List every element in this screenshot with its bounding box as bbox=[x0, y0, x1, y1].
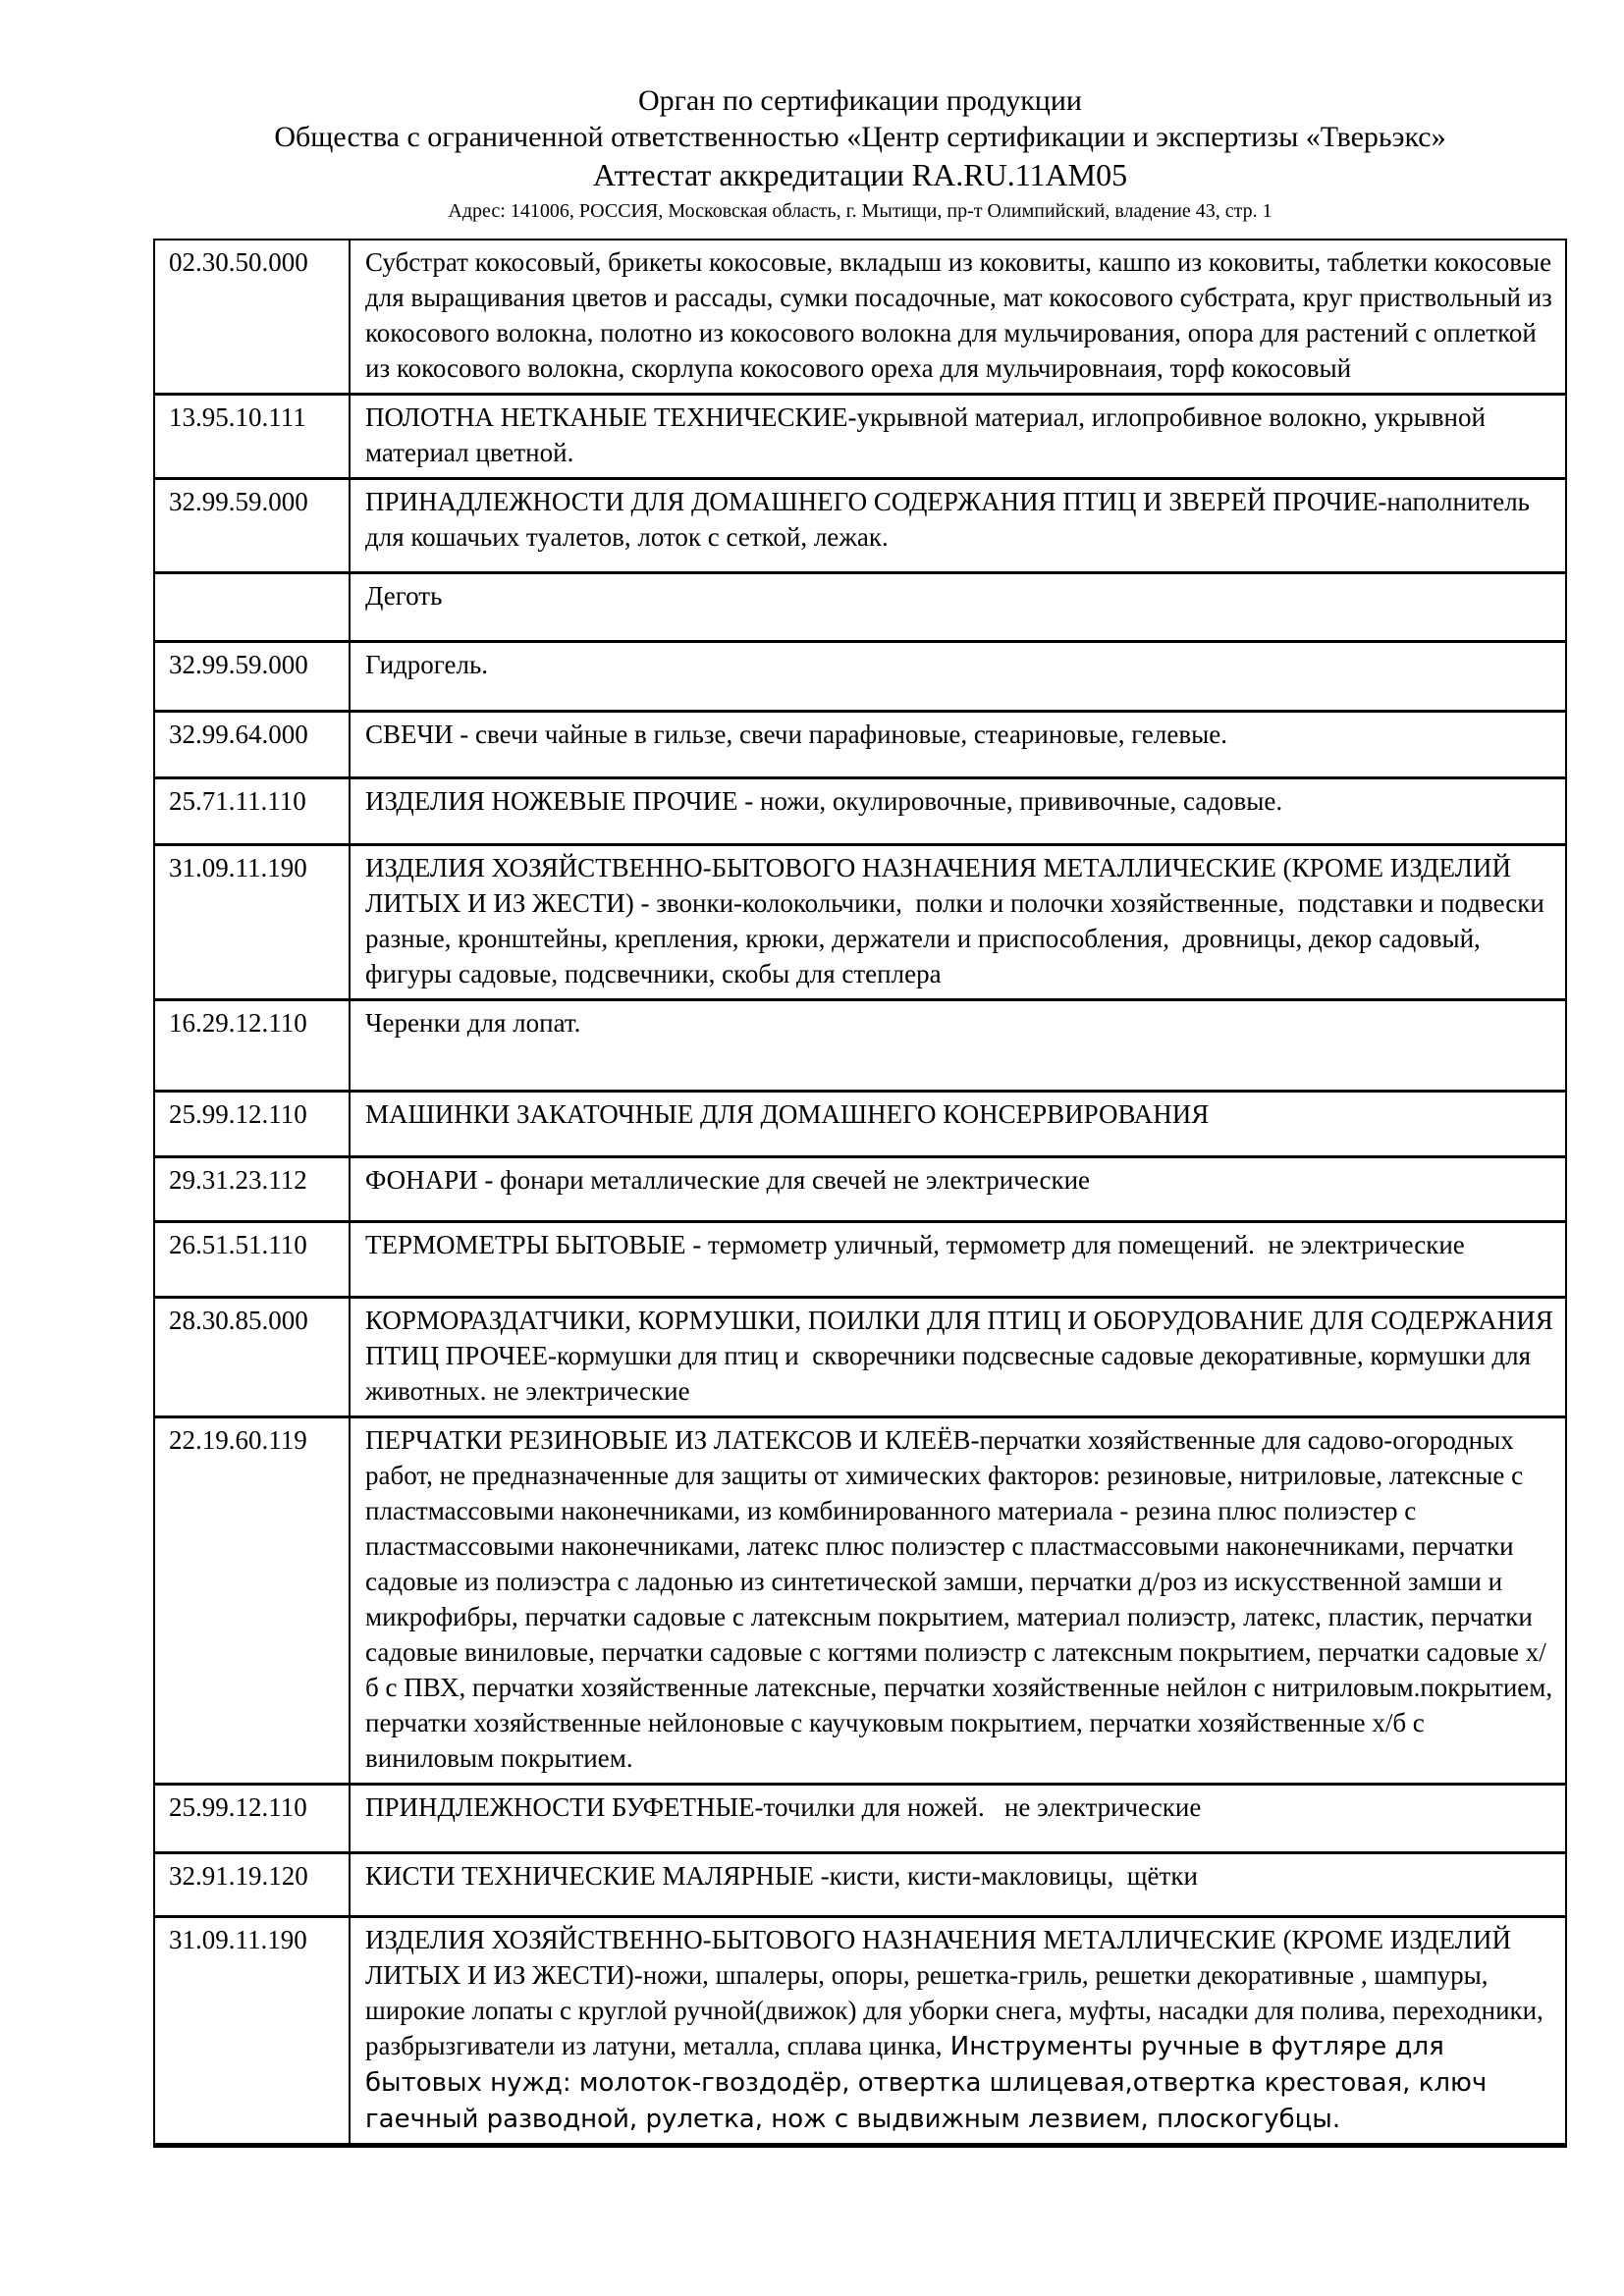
table-row bbox=[155, 1093, 1565, 1158]
code-cell bbox=[155, 1786, 351, 1851]
description-main-text: ПРИНДЛЕЖНОСТИ БУФЕТНЫЕ-точилки для ножей. не электрические bbox=[365, 1792, 1202, 1822]
table-row bbox=[155, 1854, 1565, 1918]
code-cell bbox=[155, 713, 351, 776]
code-cell-text: 13.95.10.111 bbox=[169, 402, 306, 432]
description-cell bbox=[351, 1158, 1565, 1220]
code-cell-text: 31.09.11.190 bbox=[169, 853, 307, 882]
description-main-text: ПЕРЧАТКИ РЕЗИНОВЫЕ ИЗ ЛАТЕКСОВ И КЛЕЁВ-перчатки хозяйственные для садово-огородных работ, не предназначенные для защиты от химических факторов: резиновые, нитриловые, латексные с пластмассовыми наконечниками, из комбинированного материала - резина плюс полиэстер с пластмассовыми наконечниками, латекс плюс полиэстер с пластмассовыми наконечниками, перчатки садовые из полиэстра с ладонью из синтетической замши, перчатки д/роз из искусственной замши и микрофибры, перчатки садовые с латексным покрытием, материал полиэстр, латекс, пластик, перчатки садовые виниловые, перчатки садовые с когтями полиэстр с латексным покрытием, перчатки садовые х/б с ПВХ, перчатки хозяйственные латексные, перчатки хозяйственные нейлон с нитриловым.покрытием, перчатки хозяйственные нейлоновые с каучуковым покрытием, перчатки хозяйственные х/б с виниловым покрытием. bbox=[365, 1425, 1566, 1773]
code-cell bbox=[155, 846, 351, 998]
table-row bbox=[155, 779, 1565, 846]
description-cell bbox=[351, 1918, 1565, 2143]
table-row bbox=[155, 643, 1565, 713]
table-row bbox=[155, 480, 1565, 574]
description-cell bbox=[351, 643, 1565, 710]
table-row bbox=[155, 1786, 1565, 1854]
description-main-text: МАШИНКИ ЗАКАТОЧНЫЕ ДЛЯ ДОМАШНЕГО КОНСЕРВИРОВАНИЯ bbox=[365, 1099, 1210, 1129]
table-row bbox=[155, 1418, 1565, 1786]
code-cell bbox=[155, 1854, 351, 1915]
code-cell-text: 16.29.12.110 bbox=[169, 1008, 307, 1038]
description-cell bbox=[351, 713, 1565, 776]
description-main-text: Деготь bbox=[365, 581, 443, 611]
code-cell-text: 26.51.51.110 bbox=[169, 1230, 307, 1259]
description-main-text: ИЗДЕЛИЯ ХОЗЯЙСТВЕННО-БЫТОВОГО НАЗНАЧЕНИЯ МЕТАЛЛИЧЕСКИЕ (КРОМЕ ИЗДЕЛИЙ ЛИТЫХ И ИЗ ЖЕСТИ)-ножи, шпалеры, опоры, решетка-гриль, решетки декоративные , шампуры, широкие лопаты с круглой ручной(движок) для уборки снега, муфты, насадки для полива, переходники, разбрызгиватели из латуни, металла, сплава цинка, bbox=[365, 1925, 1550, 2060]
description-main-text: КОРМОРАЗДАТЧИКИ, КОРМУШКИ, ПОИЛКИ ДЛЯ ПТИЦ И ОБОРУДОВАНИЕ ДЛЯ СОДЕРЖАНИЯ ПТИЦ ПРОЧЕЕ-кормушки для птиц и скворечники подсвесные садовые декоративные, кормушки для животных. не электрические bbox=[365, 1306, 1560, 1406]
code-cell bbox=[155, 779, 351, 843]
code-cell-text: 28.30.85.000 bbox=[169, 1306, 308, 1335]
table-row bbox=[155, 396, 1565, 480]
description-main-text: ПРИНАДЛЕЖНОСТИ ДЛЯ ДОМАШНЕГО СОДЕРЖАНИЯ ПТИЦ И ЗВЕРЕЙ ПРОЧИЕ-наполнитель для кошачьих туалетов, лоток с сеткой, лежак. bbox=[365, 487, 1537, 552]
table-row bbox=[155, 1299, 1565, 1418]
code-cell bbox=[155, 643, 351, 710]
code-cell bbox=[155, 1001, 351, 1090]
code-cell bbox=[155, 1093, 351, 1155]
description-cell bbox=[351, 779, 1565, 843]
table-row bbox=[155, 240, 1565, 396]
description-cell bbox=[351, 1001, 1565, 1090]
description-cell bbox=[351, 1418, 1565, 1783]
description-main-text: ТЕРМОМЕТРЫ БЫТОВЫЕ - термометр уличный, термометр для помещений. не электрические bbox=[365, 1230, 1465, 1259]
description-cell bbox=[351, 1093, 1565, 1155]
code-cell-text: 32.99.59.000 bbox=[169, 650, 308, 679]
code-cell-text: 02.30.50.000 bbox=[169, 247, 308, 277]
doc-header bbox=[153, 0, 1567, 228]
description-cell bbox=[351, 846, 1565, 998]
description-cell bbox=[351, 1223, 1565, 1296]
description-cell bbox=[351, 1786, 1565, 1851]
description-main-text: ПОЛОТНА НЕТКАНЫЕ ТЕХНИЧЕСКИЕ-укрывной материал, иглопробивное волокно, укрывной материал цветной. bbox=[365, 402, 1492, 467]
description-cell bbox=[351, 480, 1565, 571]
table-row bbox=[155, 1158, 1565, 1223]
org-title: Орган по сертификации продукции bbox=[638, 84, 1082, 117]
description-cell bbox=[351, 240, 1565, 393]
description-main-text: КИСТИ ТЕХНИЧЕСКИЕ МАЛЯРНЫЕ -кисти, кисти-макловицы, щётки bbox=[365, 1861, 1198, 1891]
description-main-text: Гидрогель. bbox=[365, 650, 489, 679]
code-cell-text: 25.71.11.110 bbox=[169, 786, 306, 816]
description-cell bbox=[351, 574, 1565, 640]
code-cell bbox=[155, 1299, 351, 1415]
description-alt-text: Инструменты ручные в футляре для бытовых нужд: молоток-гвоздодёр, отвертка шлицевая,отвертка крестовая, ключ гаечный разводной, рулетка, нож с выдвижным лезвием, плоскогубцы. bbox=[365, 2032, 1495, 2134]
description-main-text: ИЗДЕЛИЯ НОЖЕВЫЕ ПРОЧИЕ - ножи, окулировочные, прививочные, садовые. bbox=[365, 786, 1283, 816]
code-cell-text: 32.99.64.000 bbox=[169, 720, 308, 749]
code-cell bbox=[155, 1418, 351, 1783]
table-row bbox=[155, 1223, 1565, 1299]
code-cell-text: 31.09.11.190 bbox=[169, 1925, 307, 1954]
description-cell bbox=[351, 396, 1565, 477]
code-cell bbox=[155, 1158, 351, 1220]
code-cell bbox=[155, 574, 351, 640]
description-main-text: ИЗДЕЛИЯ ХОЗЯЙСТВЕННО-БЫТОВОГО НАЗНАЧЕНИЯ МЕТАЛЛИЧЕСКИЕ (КРОМЕ ИЗДЕЛИЙ ЛИТЫХ И ИЗ ЖЕСТИ) - звонки-колокольчики, полки и полочки хозяйственные, подставки и подвески разные, кронштейны, крепления, крюки, держатели и приспособления, дровницы, декор садовый, фигуры садовые, подсвечники, скобы для степлера bbox=[365, 853, 1551, 988]
code-cell bbox=[155, 240, 351, 393]
description-cell bbox=[351, 1299, 1565, 1415]
table-row bbox=[155, 1918, 1565, 2143]
code-cell bbox=[155, 1918, 351, 2143]
table-row bbox=[155, 1001, 1565, 1093]
accreditation-number: Аттестат аккредитации RA.RU.11АМ05 bbox=[592, 157, 1128, 192]
org-address: Адрес: 141006, РОССИЯ, Московская область, г. Мытищи, пр-т Олимпийский, владение 43, стр. 1 bbox=[448, 200, 1272, 222]
table-row bbox=[155, 574, 1565, 643]
org-name: Общества с ограниченной ответственностью «Центр сертификации и экспертизы «Тверьэкс» bbox=[274, 121, 1446, 153]
description-main-text: Черенки для лопат. bbox=[365, 1008, 581, 1038]
table-row bbox=[155, 713, 1565, 779]
code-cell-text: 25.99.12.110 bbox=[169, 1792, 307, 1822]
code-cell-text: 22.19.60.119 bbox=[169, 1425, 307, 1455]
description-main-text: ФОНАРИ - фонари металлические для свечей не электрические bbox=[365, 1165, 1091, 1195]
code-cell bbox=[155, 1223, 351, 1296]
code-cell-text: 32.91.19.120 bbox=[169, 1861, 308, 1891]
code-cell-text: 32.99.59.000 bbox=[169, 487, 308, 516]
page bbox=[153, 0, 1567, 2148]
code-cell bbox=[155, 396, 351, 477]
description-main-text: СВЕЧИ - свечи чайные в гильзе, свечи парафиновые, стеариновые, гелевые. bbox=[365, 720, 1227, 749]
code-cell-text: 29.31.23.112 bbox=[169, 1165, 307, 1195]
description-main-text: Субстрат кокосовый, брикеты кокосовые, вкладыш из коковиты, кашпо из коковиты, таблетки кокосовые для выращивания цветов и рассады, сумки посадочные, мат кокосового субстрата, круг приствольный из кокосового волокна, полотно из кокосового волокна для мульчирования, опора для растений с оплеткой из кокосового волокна, скорлупа кокосового ореха для мульчировнаия, торф кокосовый bbox=[365, 247, 1559, 383]
description-cell bbox=[351, 1854, 1565, 1915]
code-cell bbox=[155, 480, 351, 571]
table-row bbox=[155, 846, 1565, 1001]
products-table bbox=[153, 239, 1567, 2148]
code-cell-text: 25.99.12.110 bbox=[169, 1099, 307, 1129]
